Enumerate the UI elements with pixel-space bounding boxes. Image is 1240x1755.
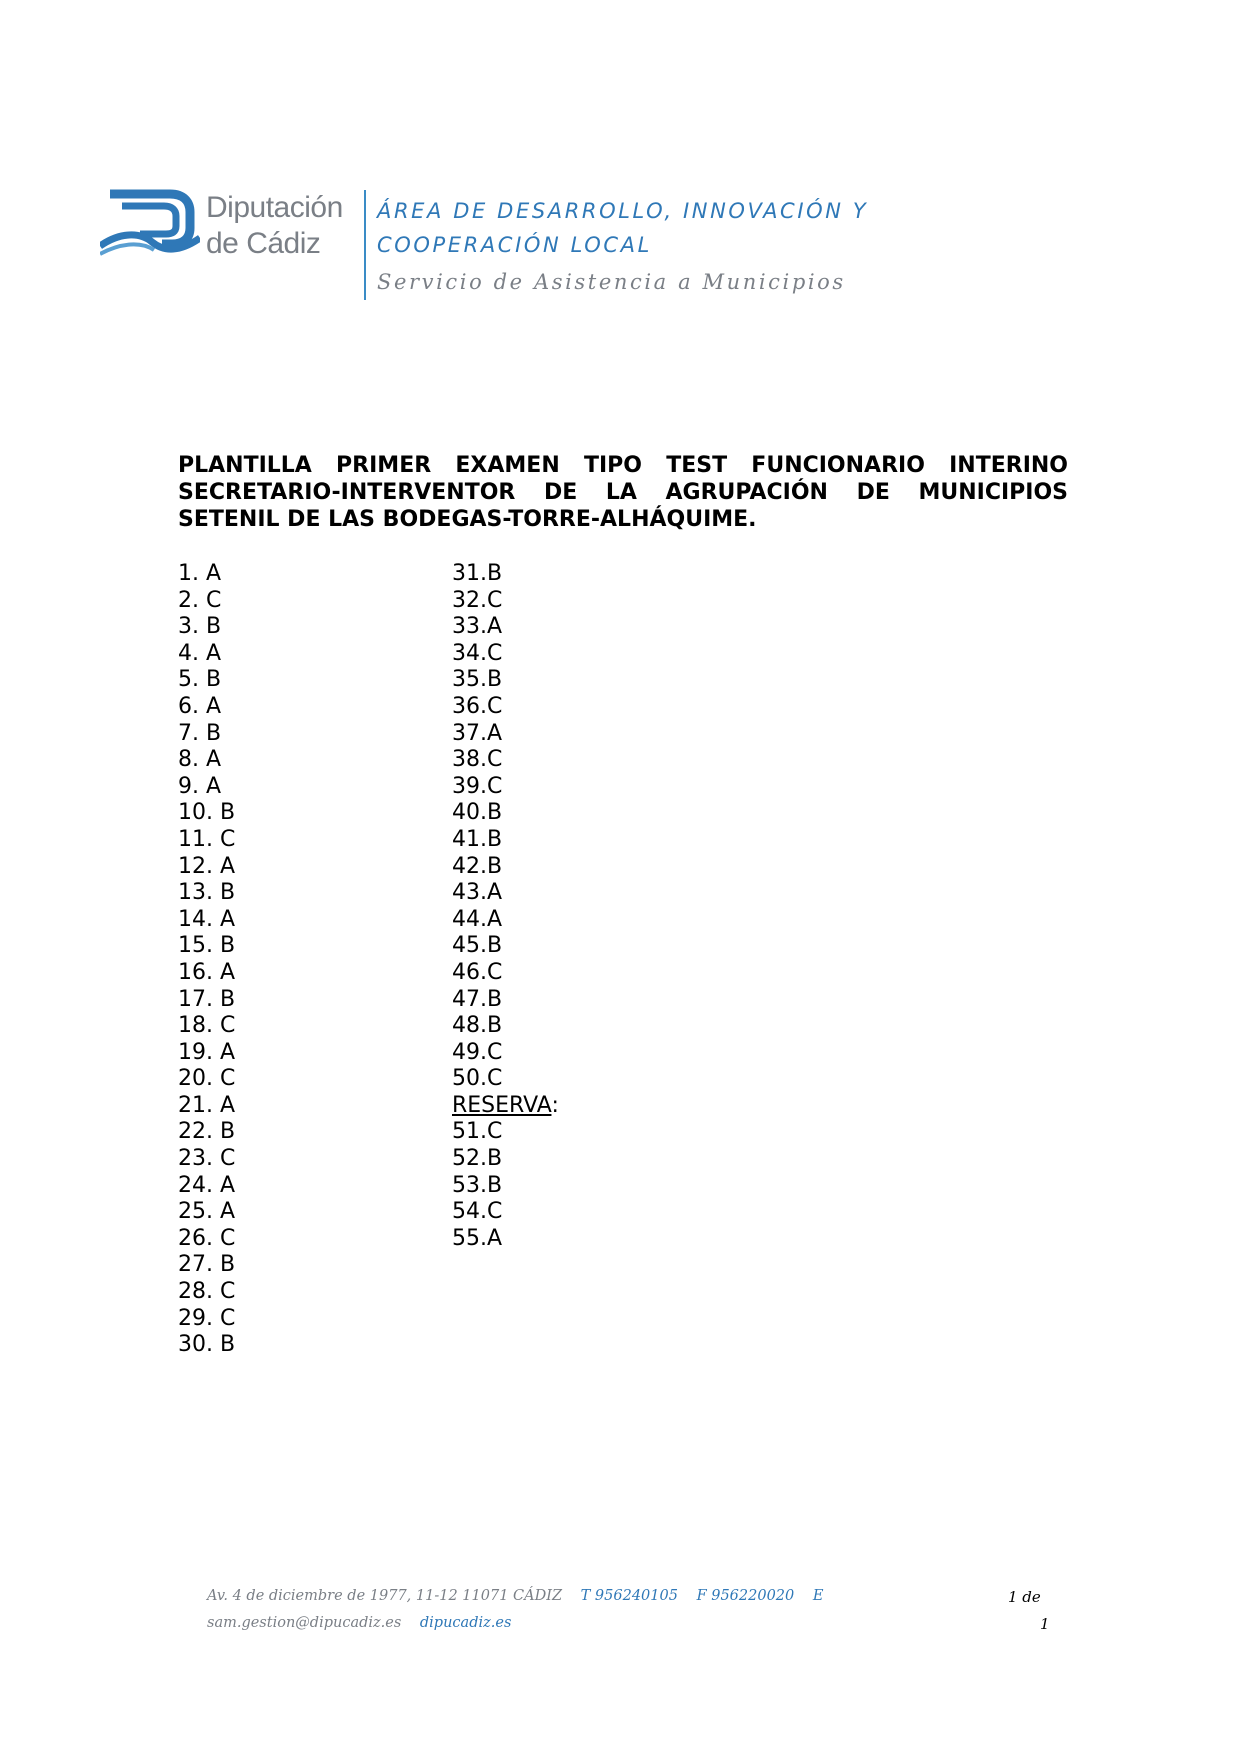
answer-item: 36.C — [452, 693, 503, 719]
answer-item: 9. A — [178, 773, 222, 799]
answers-column-right — [452, 561, 559, 1252]
answer-item: 3. B — [178, 614, 222, 640]
org-name-line1: Diputación — [206, 191, 343, 224]
answer-item: 10. B — [178, 800, 236, 826]
answer-item: 32.C — [452, 587, 503, 613]
answer-item: 47.B — [452, 986, 503, 1012]
answer-item: 39.C — [452, 773, 503, 799]
footer-contact-line2 — [207, 1615, 511, 1631]
answer-item: 50.C — [452, 1066, 503, 1092]
area-title-line1: ÁREA DE DESARROLLO, INNOVACIÓN Y — [377, 199, 869, 223]
footer-email[interactable]: sam.gestion@dipucadiz.es — [207, 1615, 402, 1631]
answer-item: 41.B — [452, 826, 503, 852]
answer-item: 48.B — [452, 1013, 503, 1039]
answer-item: 20. C — [178, 1066, 236, 1092]
reserva-label-text: RESERVA — [452, 1092, 552, 1118]
answer-item: 27. B — [178, 1252, 236, 1278]
answer-item: 40.B — [452, 800, 503, 826]
answer-item: 7. B — [178, 720, 222, 746]
answer-item: 23. C — [178, 1146, 236, 1172]
footer-fax: F 956220020 — [696, 1588, 795, 1604]
header-divider — [364, 190, 366, 300]
answer-item: 19. A — [178, 1039, 236, 1065]
answer-item: 28. C — [178, 1279, 236, 1305]
answer-item: 16. A — [178, 959, 236, 985]
answer-item: 29. C — [178, 1305, 236, 1331]
answers-column-left — [178, 561, 235, 1359]
footer-website[interactable]: dipucadiz.es — [419, 1615, 512, 1631]
org-name — [206, 190, 343, 262]
reserva-label-suffix: : — [551, 1092, 559, 1118]
answer-item: 46.C — [452, 959, 503, 985]
area-title-line2: COOPERACIÓN LOCAL — [377, 233, 652, 257]
diputacion-cadiz-logo-icon — [100, 188, 200, 258]
footer-email-label: E — [812, 1588, 824, 1604]
answer-item: 31.B — [452, 561, 503, 586]
answer-item: 1. A — [178, 561, 222, 586]
answer-item: 18. C — [178, 1013, 236, 1039]
answer-item: 4. A — [178, 640, 222, 666]
answer-item: 24. A — [178, 1172, 236, 1198]
answer-item: 25. A — [178, 1199, 236, 1225]
footer-contact-line1 — [207, 1588, 823, 1604]
reserva-answer-item: 54.C — [452, 1199, 503, 1225]
answer-item: 43.A — [452, 880, 503, 906]
answer-item: 38.C — [452, 747, 503, 773]
page-number-line1: 1 de — [1008, 1588, 1041, 1606]
answer-item: 8. A — [178, 747, 222, 773]
answer-item: 49.C — [452, 1039, 503, 1065]
answer-item: 37.A — [452, 720, 503, 746]
answer-item: 33.A — [452, 614, 503, 640]
answer-item: 13. B — [178, 880, 236, 906]
reserva-answer-item: 53.B — [452, 1172, 503, 1198]
answer-item: 26. C — [178, 1225, 236, 1251]
answer-item: 21. A — [178, 1092, 236, 1118]
reserva-label — [452, 1093, 559, 1120]
answer-item: 11. C — [178, 826, 236, 852]
answer-item: 45.B — [452, 933, 503, 959]
answer-item: 2. C — [178, 587, 222, 613]
answer-item: 14. A — [178, 906, 236, 932]
page-number-line2: 1 — [1040, 1615, 1050, 1633]
document-title: PLANTILLA PRIMER EXAMEN TIPO TEST FUNCIONARIO INTERINO SECRETARIO-INTERVENTOR DE LA AGRUPACIÓN DE MUNICIPIOS SETENIL DE LAS BODEGAS-TORRE-ALHÁQUIME. — [178, 453, 1068, 532]
answer-item: 30. B — [178, 1332, 236, 1358]
answer-item: 15. B — [178, 933, 236, 959]
answer-item: 35.B — [452, 667, 503, 693]
answer-item: 5. B — [178, 667, 222, 693]
org-name-line2: de Cádiz — [206, 227, 321, 260]
reserva-answer-item: 51.C — [452, 1119, 503, 1145]
answer-item: 12. A — [178, 853, 236, 879]
reserva-answer-item: 55.A — [452, 1225, 503, 1251]
answer-item: 6. A — [178, 693, 222, 719]
service-title: Servicio de Asistencia a Municipios — [377, 270, 846, 294]
answer-item: 42.B — [452, 853, 503, 879]
answer-item: 34.C — [452, 640, 503, 666]
answer-item: 44.A — [452, 906, 503, 932]
answer-item: 22. B — [178, 1119, 236, 1145]
footer-phone: T 956240105 — [580, 1588, 678, 1604]
footer-address: Av. 4 de diciembre de 1977, 11-12 11071 CÁDIZ — [207, 1588, 563, 1604]
answer-item: 17. B — [178, 986, 236, 1012]
reserva-answer-item: 52.B — [452, 1146, 503, 1172]
